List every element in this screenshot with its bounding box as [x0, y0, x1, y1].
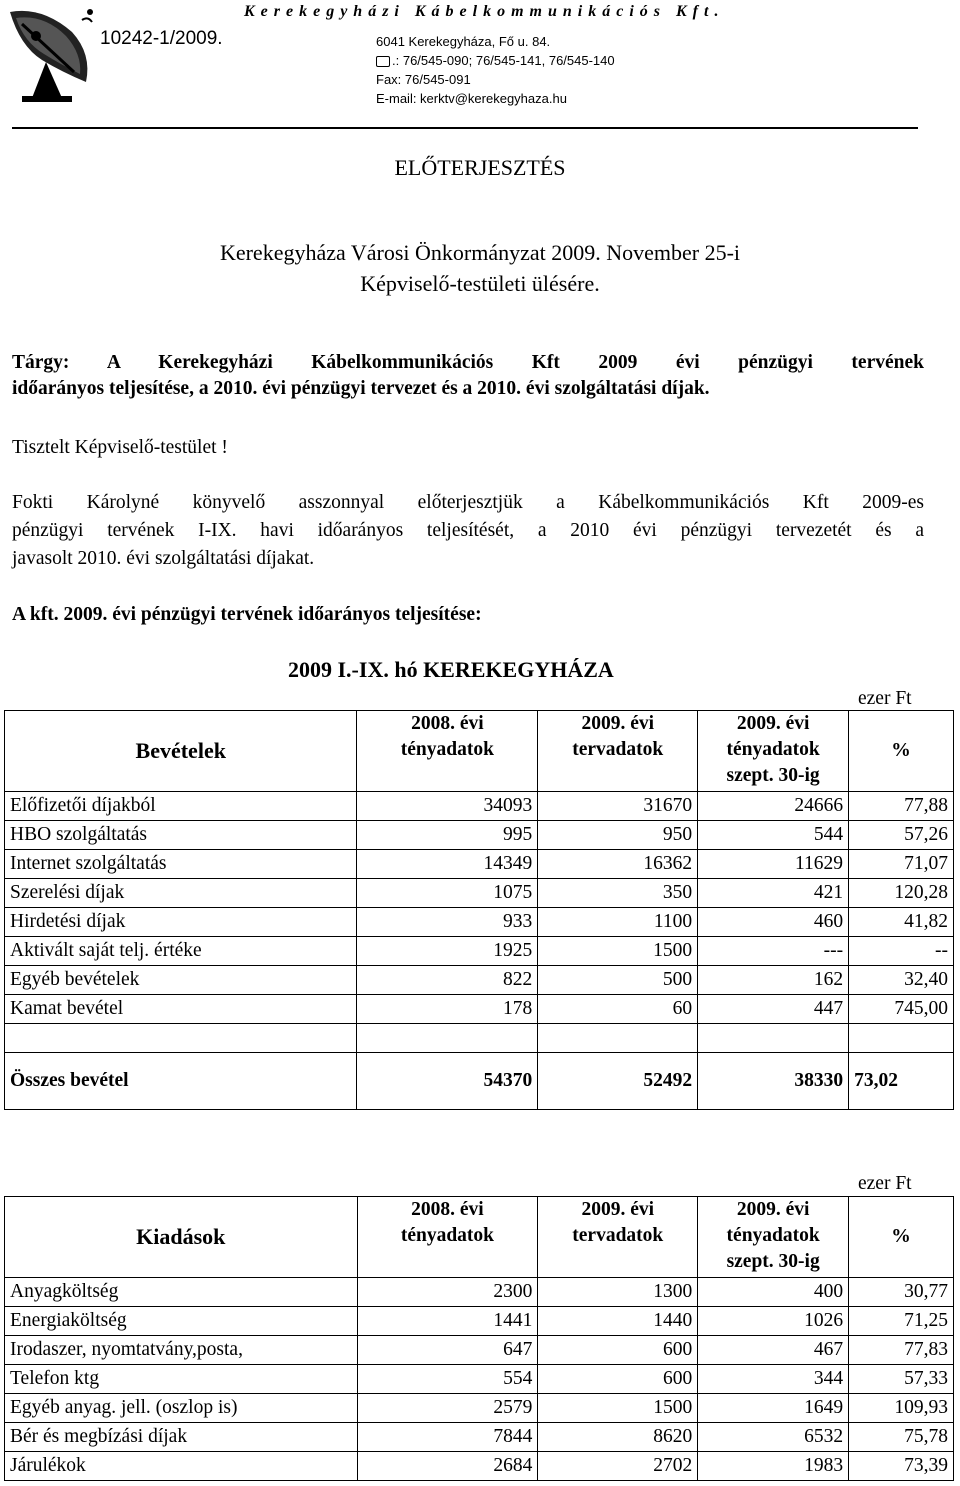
expense-header-row — [5, 1197, 954, 1278]
telephone-icon — [376, 56, 390, 67]
total-label: Összes bevétel — [5, 1053, 357, 1110]
document-number: 10242-1/2009. — [100, 28, 223, 49]
cell-percent: 120,28 — [849, 879, 954, 908]
expense-label: Kiadások — [5, 1197, 358, 1278]
cell-2009-plan: 31670 — [538, 792, 698, 821]
row-label: Előfizetői díjakból — [5, 792, 357, 821]
row-label: Telefon ktg — [5, 1365, 358, 1394]
total-2008: 54370 — [357, 1053, 538, 1110]
row-label: Bér és megbízási díjak — [5, 1423, 358, 1452]
income-header-row — [5, 711, 954, 792]
cell-2009-actual: 460 — [698, 908, 849, 937]
cell-2009-plan: 600 — [538, 1336, 698, 1365]
cell-2008: 1925 — [357, 937, 538, 966]
row-label: Energiaköltség — [5, 1307, 358, 1336]
row-label: Kamat bevétel — [5, 995, 357, 1024]
unit-label-expense: ezer Ft — [858, 1173, 912, 1194]
cell-2008: 647 — [357, 1336, 538, 1365]
cell-percent: 71,07 — [849, 850, 954, 879]
table-row — [5, 879, 954, 908]
cell-2008: 178 — [357, 995, 538, 1024]
body-line-3: javasolt 2010. évi szolgáltatási díjakat. — [12, 548, 315, 569]
section-heading: A kft. 2009. évi pénzügyi tervének időarányos teljesítése: — [12, 604, 482, 625]
cell-2009-plan: 500 — [538, 966, 698, 995]
row-label: Egyéb bevételek — [5, 966, 357, 995]
cell-2009-plan: 350 — [538, 879, 698, 908]
col-2008-actual: 2008. évi tényadatok — [357, 711, 538, 792]
cell-percent: -- — [849, 937, 954, 966]
col-2009-plan: 2009. évi tervadatok — [538, 711, 698, 792]
cell-percent: 41,82 — [849, 908, 954, 937]
cell-percent: 77,83 — [849, 1336, 954, 1365]
row-label: Internet szolgáltatás — [5, 850, 357, 879]
cell-2009-actual: 162 — [698, 966, 849, 995]
table-row — [5, 792, 954, 821]
table-row — [5, 1278, 954, 1307]
row-label: Irodaszer, nyomtatvány,posta, — [5, 1336, 358, 1365]
recipient-line-1: Kerekegyháza Városi Önkormányzat 2009. November 25-i — [219, 240, 741, 265]
cell-percent: 75,78 — [849, 1423, 954, 1452]
cell-2008: 822 — [357, 966, 538, 995]
table-row — [5, 1307, 954, 1336]
income-table — [4, 710, 954, 1110]
cell-2009-actual: 6532 — [698, 1423, 849, 1452]
cell-2009-plan: 1500 — [538, 937, 698, 966]
cell-2009-actual: 447 — [698, 995, 849, 1024]
row-label: Szerelési díjak — [5, 879, 357, 908]
col-2009-actual: 2009. évi tényadatok szept. 30-ig — [698, 1197, 849, 1278]
period-heading: 2009 I.-IX. hó KEREKEGYHÁZA — [288, 657, 614, 682]
cell-percent: 745,00 — [849, 995, 954, 1024]
recipient-line-2: Képviselő-testületi ülésére. — [360, 271, 600, 296]
table-row — [5, 821, 954, 850]
cell-2008: 14349 — [357, 850, 538, 879]
row-label: Járulékok — [5, 1452, 358, 1481]
cell-2009-plan: 8620 — [538, 1423, 698, 1452]
unit-label-income: ezer Ft — [858, 688, 912, 709]
table-row — [5, 1336, 954, 1365]
subject-line-1: Tárgy: A Kerekegyházi Kábelkommunikációs Kft 2009 évi pénzügyi tervének — [12, 352, 924, 373]
cell-2009-actual: 1649 — [698, 1394, 849, 1423]
cell-2008: 2579 — [357, 1394, 538, 1423]
table-row — [5, 1423, 954, 1452]
subject-line-2: időarányos teljesítése, a 2010. évi pénzügyi tervezet és a 2010. évi szolgáltatási díjak. — [12, 378, 710, 399]
cell-2009-actual: 467 — [698, 1336, 849, 1365]
greeting: Tisztelt Képviselő-testület ! — [12, 437, 228, 458]
expense-table — [4, 1196, 954, 1481]
cell-2009-actual: 544 — [698, 821, 849, 850]
table-row — [5, 850, 954, 879]
cell-percent: 57,26 — [849, 821, 954, 850]
cell-2009-plan: 600 — [538, 1365, 698, 1394]
cell-2009-actual: 1983 — [698, 1452, 849, 1481]
col-percent: % — [849, 711, 954, 792]
income-total-row — [5, 1053, 954, 1110]
cell-2008: 995 — [357, 821, 538, 850]
cell-2008: 34093 — [357, 792, 538, 821]
cell-2009-plan: 16362 — [538, 850, 698, 879]
income-body — [5, 792, 954, 1024]
cell-2009-actual: 1026 — [698, 1307, 849, 1336]
cell-2008: 2300 — [357, 1278, 538, 1307]
cell-2009-actual: 421 — [698, 879, 849, 908]
table-row — [5, 937, 954, 966]
cell-2009-plan: 2702 — [538, 1452, 698, 1481]
cell-percent: 30,77 — [849, 1278, 954, 1307]
row-label: Hirdetési díjak — [5, 908, 357, 937]
total-percent: 73,02 — [849, 1053, 954, 1110]
cell-percent: 109,93 — [849, 1394, 954, 1423]
cell-percent: 73,39 — [849, 1452, 954, 1481]
cell-percent: 57,33 — [849, 1365, 954, 1394]
income-blank-row — [5, 1024, 954, 1053]
row-label: Egyéb anyag. jell. (oszlop is) — [5, 1394, 358, 1423]
company-fax: Fax: 76/545-091 — [376, 72, 471, 87]
col-2009-actual: 2009. évi tényadatok szept. 30-ig — [698, 711, 849, 792]
body-line-1: Fokti Károlyné könyvelő asszonnyal előterjesztjük a Kábelkommunikációs Kft 2009-es — [12, 492, 924, 513]
cell-2008: 2684 — [357, 1452, 538, 1481]
col-2009-plan: 2009. évi tervadatok — [538, 1197, 698, 1278]
row-label: Aktivált saját telj. értéke — [5, 937, 357, 966]
cell-percent: 71,25 — [849, 1307, 954, 1336]
income-label: Bevételek — [5, 711, 357, 792]
cell-2008: 1441 — [357, 1307, 538, 1336]
cell-2009-actual: 11629 — [698, 850, 849, 879]
row-label: Anyagköltség — [5, 1278, 358, 1307]
cell-2009-actual: 344 — [698, 1365, 849, 1394]
cell-2008: 7844 — [357, 1423, 538, 1452]
cell-2009-plan: 60 — [538, 995, 698, 1024]
cell-percent: 32,40 — [849, 966, 954, 995]
table-row — [5, 1365, 954, 1394]
table-row — [5, 908, 954, 937]
cell-2009-plan: 950 — [538, 821, 698, 850]
document-title: ELŐTERJESZTÉS — [394, 155, 566, 180]
cell-percent: 77,88 — [849, 792, 954, 821]
cell-2009-actual: 24666 — [698, 792, 849, 821]
col-percent: % — [849, 1197, 954, 1278]
company-email: E-mail: kerktv@kerekegyhaza.hu — [376, 91, 567, 106]
table-row — [5, 966, 954, 995]
cell-2009-plan: 1100 — [538, 908, 698, 937]
cell-2008: 933 — [357, 908, 538, 937]
row-label: HBO szolgáltatás — [5, 821, 357, 850]
table-row — [5, 995, 954, 1024]
total-2009-actual: 38330 — [698, 1053, 849, 1110]
company-address: 6041 Kerekegyháza, Fő u. 84. — [376, 34, 551, 49]
cell-2008: 1075 — [357, 879, 538, 908]
total-2009-plan: 52492 — [538, 1053, 698, 1110]
company-phone: .: 76/545-090; 76/545-141, 76/545-140 — [376, 53, 615, 68]
cell-2009-plan: 1500 — [538, 1394, 698, 1423]
header-divider — [12, 127, 918, 129]
cell-2009-plan: 1300 — [538, 1278, 698, 1307]
col-2008-actual: 2008. évi tényadatok — [357, 1197, 538, 1278]
cell-2009-actual: 400 — [698, 1278, 849, 1307]
expense-body — [5, 1278, 954, 1481]
cell-2008: 554 — [357, 1365, 538, 1394]
cell-2009-plan: 1440 — [538, 1307, 698, 1336]
cell-2009-actual: --- — [698, 937, 849, 966]
company-name: Kerekegyházi Kábelkommunikációs Kft. — [244, 3, 725, 20]
satellite-dish-icon — [2, 2, 98, 102]
table-row — [5, 1394, 954, 1423]
body-line-2: pénzügyi tervének I-IX. havi időarányos teljesítését, a 2010 évi pénzügyi tervezetét és a — [12, 520, 924, 541]
table-row — [5, 1452, 954, 1481]
